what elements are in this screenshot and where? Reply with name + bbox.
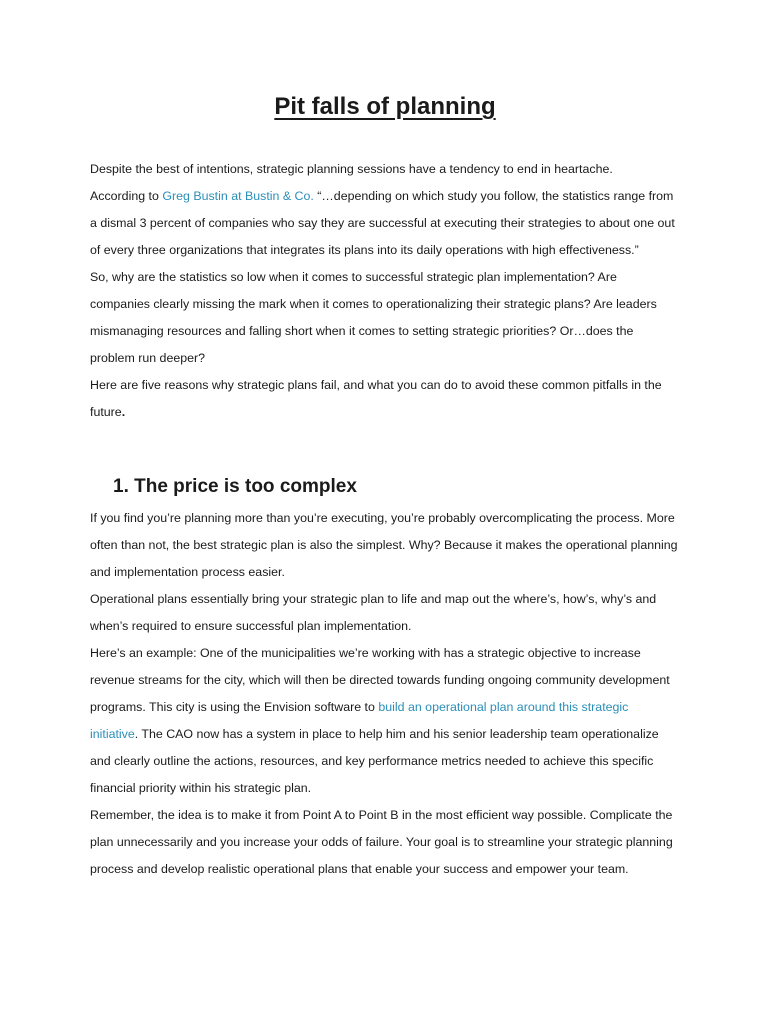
operational-plan-link[interactable]: build an operational plan around this strategic initiative <box>90 700 629 741</box>
greg-bustin-link[interactable]: Greg Bustin at Bustin & Co. <box>162 189 314 203</box>
section-1-paragraph-2: Operational plans essentially bring your strategic plan to life and map out the where’s, how’s, why’s and when’s required to ensure successful plan implementation. <box>90 592 657 633</box>
intro-paragraph-4-period: . <box>121 405 126 419</box>
section-1-paragraph-4: Remember, the idea is to make it from Point A to Point B in the most efficient way possible. Complicate the plan unnecessarily and you increase your odds of failure. Your goal is to streamline your strategic planning process and develop realistic operational plans that enable your success and empower your team. <box>90 808 673 876</box>
section-1-paragraph-3 <box>90 640 680 802</box>
intro-paragraph-4-text: Here are five reasons why strategic plans fail, and what you can do to avoid these common pitfalls in the future <box>90 378 662 419</box>
intro-paragraph-2-lead: According to <box>90 189 163 203</box>
intro-paragraph-4 <box>90 372 680 426</box>
intro-paragraph-2 <box>90 183 680 264</box>
section-1-paragraph-3-rest: . The CAO now has a system in place to help him and his senior leadership team operationalize and clearly outline the actions, resources, and key performance metrics needed to achieve this specific financial priority within his strategic plan. <box>90 727 659 795</box>
section-1-heading: 1. The price is too complex <box>113 476 357 497</box>
intro-section <box>90 156 680 426</box>
section-1-body <box>90 505 680 883</box>
page-title: Pit falls of planning <box>274 93 496 120</box>
section-1-paragraph-1: If you find you’re planning more than you’re executing, you’re probably overcomplicating the process. More often than not, the best strategic plan is also the simplest. Why? Because it makes the operational planning and implementation process easier. <box>90 511 678 579</box>
section-1-paragraph-3-lead: Here’s an example: One of the municipalities we’re working with has a strategic objective to increase revenue streams for the city, which will then be directed towards funding ongoing community development programs. This city is using the Envision software to <box>90 646 670 714</box>
intro-paragraph-1: Despite the best of intentions, strategic planning sessions have a tendency to end in heartache. <box>90 162 613 176</box>
intro-paragraph-3: So, why are the statistics so low when it comes to successful strategic plan implementation? Are companies clearly missing the mark when it comes to operationalizing their strategic plans? Are leaders mismanaging resources and falling short when it comes to setting strategic priorities? Or…does the problem run deeper? <box>90 270 657 365</box>
intro-paragraph-2-quote: “…depending on which study you follow, the statistics range from a dismal 3 percent of companies who say they are successful at executing their strategies to about one out of every three organizations that integrates its plans into its daily operations with high effectiveness.” <box>90 189 675 257</box>
